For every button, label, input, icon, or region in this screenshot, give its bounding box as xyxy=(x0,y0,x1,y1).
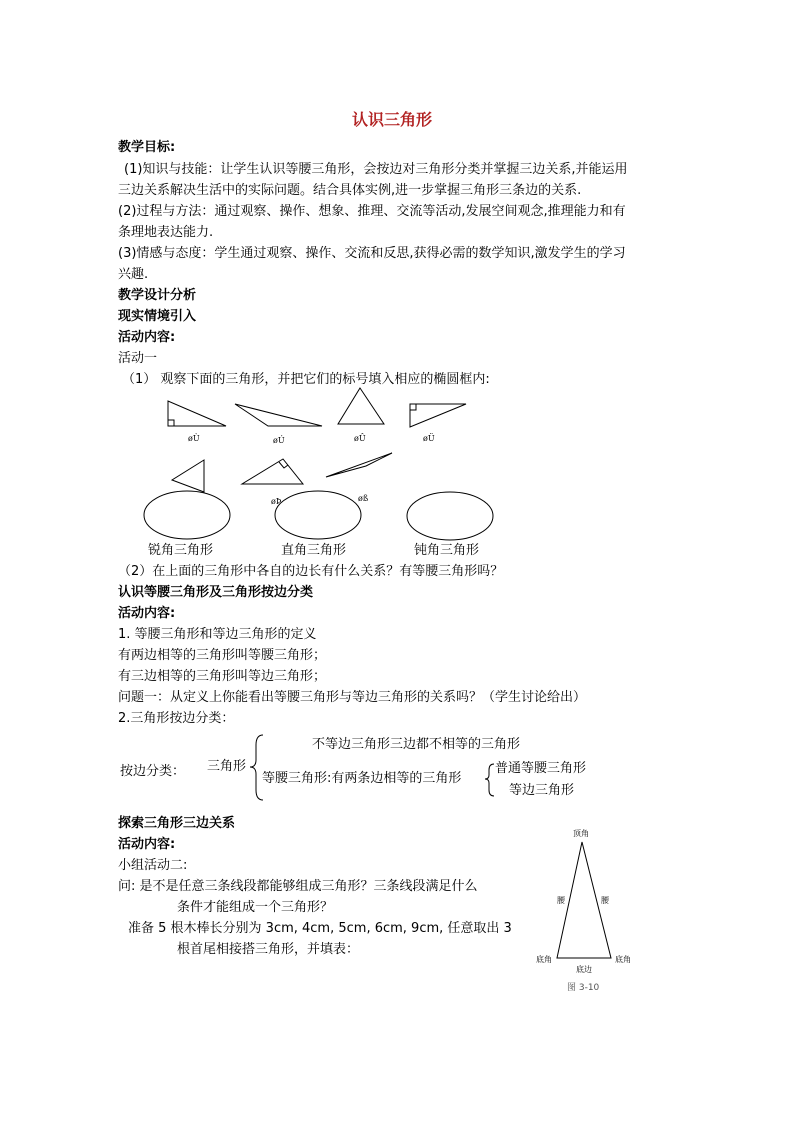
ask-line2: 条件才能组成一个三角形？ xyxy=(177,900,334,915)
figure-leg-right-label: 腰 xyxy=(601,896,609,905)
goal3-line2: 兴趣. xyxy=(118,267,149,282)
question-1: （1） 观察下面的三角形，并把它们的标号填入相应的椭圆框内: xyxy=(122,372,490,387)
group-activity-label: 小组活动二: xyxy=(118,858,188,873)
equilateral-label: 等边三角形 xyxy=(509,783,575,798)
figure-base-angle-right-label: 底角 xyxy=(615,955,631,964)
figure-base-angle-left-label: 底角 xyxy=(536,955,552,964)
triangle-mark-4: øÜ xyxy=(423,434,435,443)
definition-isosceles: 有两边相等的三角形叫等腰三角形； xyxy=(118,648,327,663)
goals-heading: 教学目标: xyxy=(118,140,176,155)
classify-title: 2.三角形按边分类： xyxy=(118,711,235,726)
definition-equilateral: 有三边相等的三角形叫等边三角形； xyxy=(118,669,327,684)
normal-isosceles-label: 普通等腰三角形 xyxy=(495,761,587,776)
question-2: （2）在上面的三角形中各自的边长有什么关系？有等腰三角形吗？ xyxy=(118,564,504,579)
design-heading: 教学设计分析 xyxy=(118,288,197,303)
goal2-line2: 条理地表达能力. xyxy=(118,225,214,240)
figure-caption: 图 3-10 xyxy=(567,983,600,993)
activity-content-label-3: 活动内容: xyxy=(118,837,176,852)
triangle-mark-2: øÚ xyxy=(273,436,285,445)
activity-one-label: 活动一 xyxy=(118,351,158,366)
goal1-line1: (1)知识与技能：让学生认识等腰三角形，会按边对三角形分类并掌握三边关系,并能运用 xyxy=(124,162,628,177)
scalene-definition: 不等边三角形三边都不相等的三角形 xyxy=(312,737,521,752)
ellipse-label-acute: 锐角三角形 xyxy=(148,543,214,558)
goal3-line1: (3)情感与态度：学生通过观察、操作、交流和反思,获得必需的数学知识,激发学生的学习 xyxy=(118,246,626,261)
prep-line1: 准备 5 根木棒长分别为 3cm, 4cm, 5cm, 6cm, 9cm, 任意取出 3 xyxy=(128,921,512,936)
iso-heading: 认识等腰三角形及三角形按边分类 xyxy=(118,585,314,600)
explore-heading: 探索三角形三边关系 xyxy=(118,816,236,831)
by-side-label: 按边分类： xyxy=(120,764,186,779)
triangle-label: 三角形 xyxy=(207,759,247,774)
figure-base-label: 底边 xyxy=(576,965,592,974)
isosceles-definition: 等腰三角形:有两条边相等的三角形 xyxy=(262,771,462,786)
page-title: 认识三角形 xyxy=(352,110,433,129)
intro-heading: 现实情境引入 xyxy=(118,309,197,324)
triangle-mark-3: øÛ xyxy=(354,434,366,443)
ask-line1: 问: 是不是任意三条线段都能够组成三角形？三条线段满足什么 xyxy=(118,879,478,894)
triangle-mark-6: øß xyxy=(358,494,369,503)
prep-line2: 根首尾相接搭三角形，并填表： xyxy=(177,942,360,957)
definition-title: 1. 等腰三角形和等边三角形的定义 xyxy=(118,627,317,642)
figure-apex-label: 顶角 xyxy=(573,829,589,838)
question-one: 问题一：从定义上你能看出等腰三角形与等边三角形的关系吗？（学生讨论给出） xyxy=(118,690,587,705)
goal1-line2: 三边关系解决生活中的实际问题。结合具体实例,进一步掌握三角形三条边的关系. xyxy=(118,183,582,198)
activity-content-label-2: 活动内容: xyxy=(118,606,176,621)
ellipse-label-right: 直角三角形 xyxy=(281,543,347,558)
triangle-mark-5: øÞ xyxy=(271,497,282,506)
goal2-line1: (2)过程与方法：通过观察、操作、想象、推理、交流等活动,发展空间观念,推理能力和有 xyxy=(118,204,626,219)
figure-leg-left-label: 腰 xyxy=(557,896,565,905)
activity-content-label: 活动内容: xyxy=(118,330,176,345)
ellipse-label-obtuse: 钝角三角形 xyxy=(414,543,480,558)
triangle-mark-1: øÙ xyxy=(188,434,200,443)
